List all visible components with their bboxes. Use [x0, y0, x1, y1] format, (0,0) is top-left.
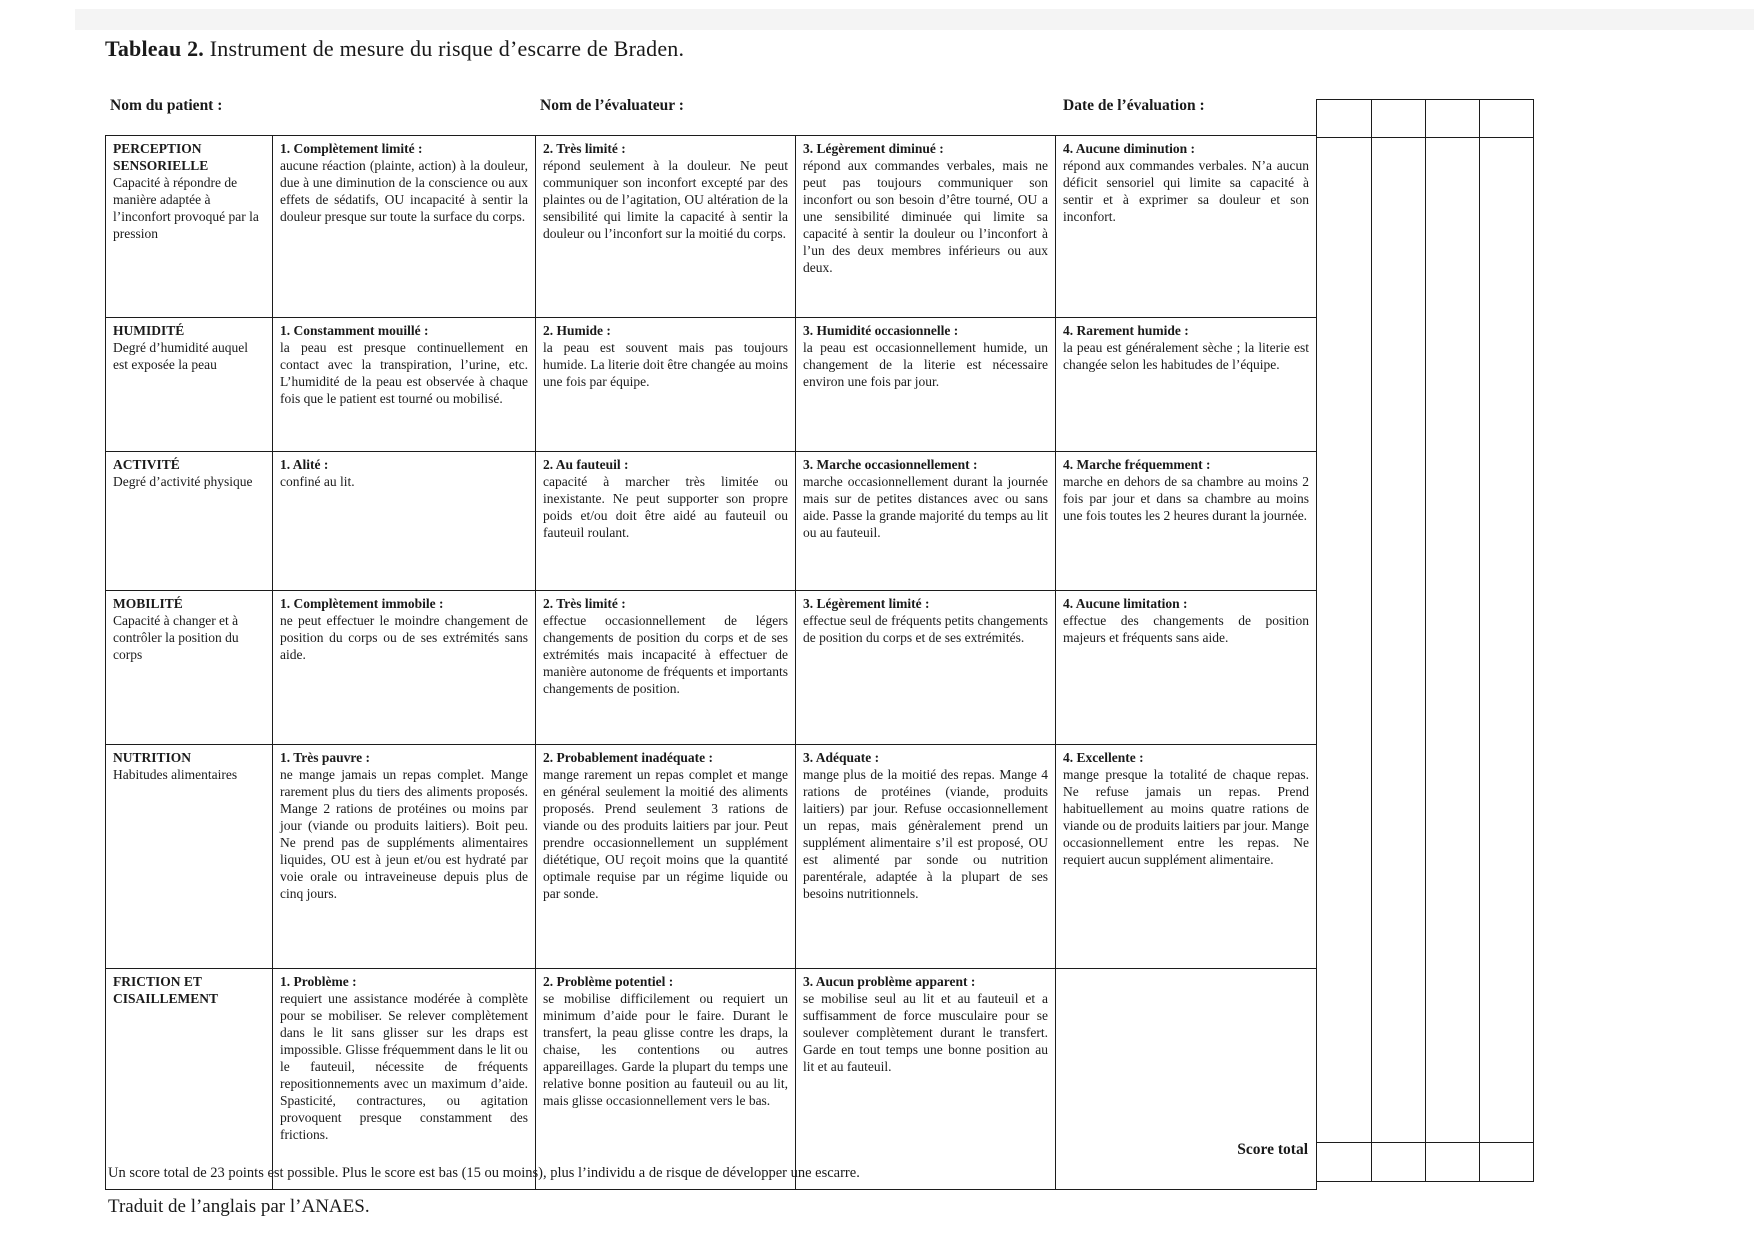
criterion-description: Habitudes alimentaires: [113, 767, 238, 782]
level-heading: 2. Au fauteuil :: [543, 457, 629, 472]
table-row: [106, 136, 1317, 318]
level-cell: [796, 318, 1056, 452]
level-cell: [536, 591, 796, 745]
level-text: effectue seul de fréquents petits changements de position du corps et de ses extrémités.: [803, 613, 1048, 645]
level-text: marche en dehors de sa chambre au moins 2 fois par jour et dans sa chambre au moins une fois toutes les 2 heures durant la journée.: [1063, 474, 1309, 523]
table-number-label: Tableau 2.: [105, 36, 205, 61]
criterion-cell: [106, 969, 273, 1190]
criterion-name: FRICTION ET CISAILLEMENT: [113, 974, 219, 1006]
criterion-description: Capacité à répondre de manière adaptée à l’inconfort provoqué par la pression: [113, 175, 259, 241]
level-cell: [536, 452, 796, 591]
level-cell: [273, 591, 536, 745]
level-cell: [1056, 745, 1317, 969]
score-total-box: [1425, 1142, 1479, 1181]
criterion-name: PERCEPTION SENSORIELLE: [113, 141, 209, 173]
level-heading: 4. Aucune limitation :: [1063, 596, 1188, 611]
level-heading: 4. Rarement humide :: [1063, 323, 1189, 338]
level-text: répond seulement à la douleur. Ne peut communiquer son inconfort excepté par des plaintes ou de l’agitation, OU altération de la sensibilité qui limite la capacité à sentir la douleur ou l’inconfort sur la moitié du corps.: [543, 158, 788, 241]
level-cell: [796, 969, 1056, 1190]
level-heading: 1. Constamment mouillé :: [280, 323, 429, 338]
scoring-footnote: Un score total de 23 points est possible. Plus le score est bas (15 ou moins), plus l’individu a de risque de développer une escarre.: [108, 1165, 860, 1181]
level-heading: 1. Problème :: [280, 974, 357, 989]
criterion-cell: [106, 318, 273, 452]
level-text: se mobilise difficilement ou requiert un minimum d’aide pour le faire. Durant le transfert, la peau glisse contre les draps, la chaise, les contentions ou autres appareillages. Garde la plupart du temps une relative bonne position au fauteuil ou au lit, mais glisse occasionnellement vers le bas.: [543, 991, 788, 1108]
score-entry-grid: [1316, 99, 1534, 1182]
level-cell: [273, 969, 536, 1190]
level-text: la peau est occasionnellement humide, un changement de la literie est nécessaire environ une fois par jour.: [803, 340, 1048, 389]
score-column: [1371, 137, 1425, 1142]
level-cell: [796, 591, 1056, 745]
level-heading: 2. Probablement inadéquate :: [543, 750, 714, 765]
score-column: [1317, 137, 1371, 1142]
level-text: confiné au lit.: [280, 474, 355, 489]
level-text: capacité à marcher très limitée ou inexistante. Ne peut supporter son propre poids et/ou doit être aidé au fauteuil ou fauteuil roulant.: [543, 474, 788, 540]
level-text: répond aux commandes verbales, mais ne peut pas toujours communiquer son inconfort ou son besoin d’être tourné, OU a une sensibilité diminuée qui limite sa capacité à sentir la douleur ou l’inconfort à l’un des deux membres inférieurs ou aux deux.: [803, 158, 1048, 275]
level-cell: [536, 136, 796, 318]
translation-footnote: Traduit de l’anglais par l’ANAES.: [108, 1196, 370, 1217]
level-text: requiert une assistance modérée à complète pour se mobiliser. Se relever complètement dans le lit sans glisser sur les draps est impossible. Glisse fréquemment dans le lit ou le fauteuil, nécessite de fréquents repositionnements avec un maximum d’aide. Spasticité, contractures, ou agitation provoquent presque constamment des frictions.: [280, 991, 528, 1142]
level-cell: [273, 452, 536, 591]
level-heading: 3. Légèrement diminué :: [803, 141, 944, 156]
level-heading: 1. Très pauvre :: [280, 750, 370, 765]
level-text: effectue occasionnellement de légers changements de position du corps et de ses extrémités mais incapacité à effectuer de manière autonome de fréquents et importants changements de position.: [543, 613, 788, 696]
score-header-box: [1425, 100, 1479, 137]
level-cell: [536, 318, 796, 452]
level-heading: 2. Très limité :: [543, 596, 626, 611]
level-heading: 4. Marche fréquemment :: [1063, 457, 1211, 472]
criterion-cell: [106, 136, 273, 318]
evaluation-date-label: Date de l’évaluation :: [1063, 97, 1205, 114]
criterion-name: NUTRITION: [113, 750, 192, 765]
level-cell: [1056, 136, 1317, 318]
criterion-description: Capacité à changer et à contrôler la position du corps: [113, 613, 239, 662]
braden-scale-table: [105, 135, 1317, 1190]
level-heading: 2. Humide :: [543, 323, 611, 338]
criterion-cell: [106, 452, 273, 591]
level-heading: 3. Marche occasionnellement :: [803, 457, 978, 472]
level-text: ne peut effectuer le moindre changement de position du corps ou de ses extrémités sans aide.: [280, 613, 528, 662]
level-text: se mobilise seul au lit et au fauteuil et a suffisamment de force musculaire pour se soulever complètement durant le transfert. Garde en tout temps une bonne position au lit et au fauteuil.: [803, 991, 1048, 1074]
level-heading: 3. Légèrement limité :: [803, 596, 930, 611]
level-heading: 3. Aucun problème apparent :: [803, 974, 976, 989]
level-cell: [1056, 318, 1317, 452]
table-row: [106, 318, 1317, 452]
level-text: la peau est presque continuellement en contact avec la transpiration, l’urine, etc. L’humidité de la peau est observée à chaque fois que le patient est tourné ou mobilisé.: [280, 340, 528, 406]
level-cell: [536, 745, 796, 969]
level-heading: 1. Complètement immobile :: [280, 596, 444, 611]
score-total-box: [1317, 1142, 1371, 1181]
score-column: [1425, 137, 1479, 1142]
level-heading: 4. Excellente :: [1063, 750, 1144, 765]
level-heading: 1. Alité :: [280, 457, 329, 472]
score-header-box: [1317, 100, 1371, 137]
level-cell: [273, 318, 536, 452]
criterion-cell: [106, 591, 273, 745]
score-header-box: [1371, 100, 1425, 137]
score-total-label: Score total: [1237, 1141, 1308, 1158]
level-heading: 3. Adéquate :: [803, 750, 880, 765]
criterion-cell: [106, 745, 273, 969]
score-column: [1479, 137, 1533, 1142]
criterion-name: ACTIVITÉ: [113, 457, 180, 472]
level-cell: [796, 745, 1056, 969]
level-text: marche occasionnellement durant la journée mais sur de petites distances avec ou sans aide. Passe la grande majorité du temps au lit ou au fauteuil.: [803, 474, 1048, 540]
level-cell: [1056, 591, 1317, 745]
level-text: la peau est généralement sèche ; la literie est changée selon les habitudes de l’équipe.: [1063, 340, 1309, 372]
level-cell: [273, 745, 536, 969]
criterion-name: MOBILITÉ: [113, 596, 183, 611]
level-text: effectue des changements de position majeurs et fréquents sans aide.: [1063, 613, 1309, 645]
level-cell: [536, 969, 796, 1190]
criterion-description: Degré d’activité physique: [113, 474, 253, 489]
level-cell: [273, 136, 536, 318]
criterion-name: HUMIDITÉ: [113, 323, 185, 338]
level-heading: 1. Complètement limité :: [280, 141, 423, 156]
table-row: [106, 591, 1317, 745]
criterion-description: Degré d’humidité auquel est exposée la peau: [113, 340, 248, 372]
table-row: [106, 452, 1317, 591]
level-text: aucune réaction (plainte, action) à la douleur, due à une diminution de la conscience ou aux effets de sédatifs, OU incapacité à sentir la douleur presque sur toute la surface du corps.: [280, 158, 528, 224]
level-heading: 3. Humidité occasionnelle :: [803, 323, 959, 338]
evaluator-name-label: Nom de l’évaluateur :: [540, 97, 684, 114]
level-text: mange plus de la moitié des repas. Mange 4 rations de protéines (viande, produits laitiers) par jour. Refuse occasionnellement un repas, mais génèralement prend un supplément alimentaire s’il est proposé, OU est alimenté par sonde ou nutrition parentérale, adaptée à la plupart de ses besoins nutritionnels.: [803, 767, 1048, 901]
level-heading: 2. Très limité :: [543, 141, 626, 156]
table-title-text: Instrument de mesure du risque d’escarre de Braden.: [209, 36, 685, 61]
page-top-band: [75, 9, 1754, 30]
score-total-box: [1371, 1142, 1425, 1181]
score-header-box: [1479, 100, 1533, 137]
page-title: [105, 36, 684, 62]
patient-name-label: Nom du patient :: [110, 97, 223, 114]
level-cell: [1056, 452, 1317, 591]
level-text: mange presque la totalité de chaque repas. Ne refuse jamais un repas. Prend habituellement au moins quatre rations de viande ou de produits laitiers par jour. Mange occasionnellement entre les repas. Ne requiert aucun supplément alimentaire.: [1063, 767, 1309, 867]
level-text: ne mange jamais un repas complet. Mange rarement plus du tiers des aliments proposés. Mange 2 rations de protéines ou moins par jour (viande ou produits laitiers). Boit peu. Ne prend pas de suppléments alimentaires liquides, OU est à jeun et/ou est hydraté par voie orale ou intraveineuse depuis plus de cinq jours.: [280, 767, 528, 901]
level-text: la peau est souvent mais pas toujours humide. La literie doit être changée au moins une fois par équipe.: [543, 340, 788, 389]
level-heading: 4. Aucune diminution :: [1063, 141, 1196, 156]
level-cell: [796, 452, 1056, 591]
score-total-box: [1479, 1142, 1533, 1181]
level-cell: [796, 136, 1056, 318]
level-heading: 2. Problème potentiel :: [543, 974, 674, 989]
level-text: répond aux commandes verbales. N’a aucun déficit sensoriel qui limite sa capacité à sentir et à exprimer sa douleur et son inconfort.: [1063, 158, 1309, 224]
level-text: mange rarement un repas complet et mange en général seulement la moitié des aliments proposés. Prend seulement 3 rations de viande ou des produits laitiers par jour. Peut prendre occasionnellement un supplément diététique, OU reçoit moins que la quantité optimale requise par un régime liquide ou par sonde.: [543, 767, 788, 901]
table-row: [106, 745, 1317, 969]
